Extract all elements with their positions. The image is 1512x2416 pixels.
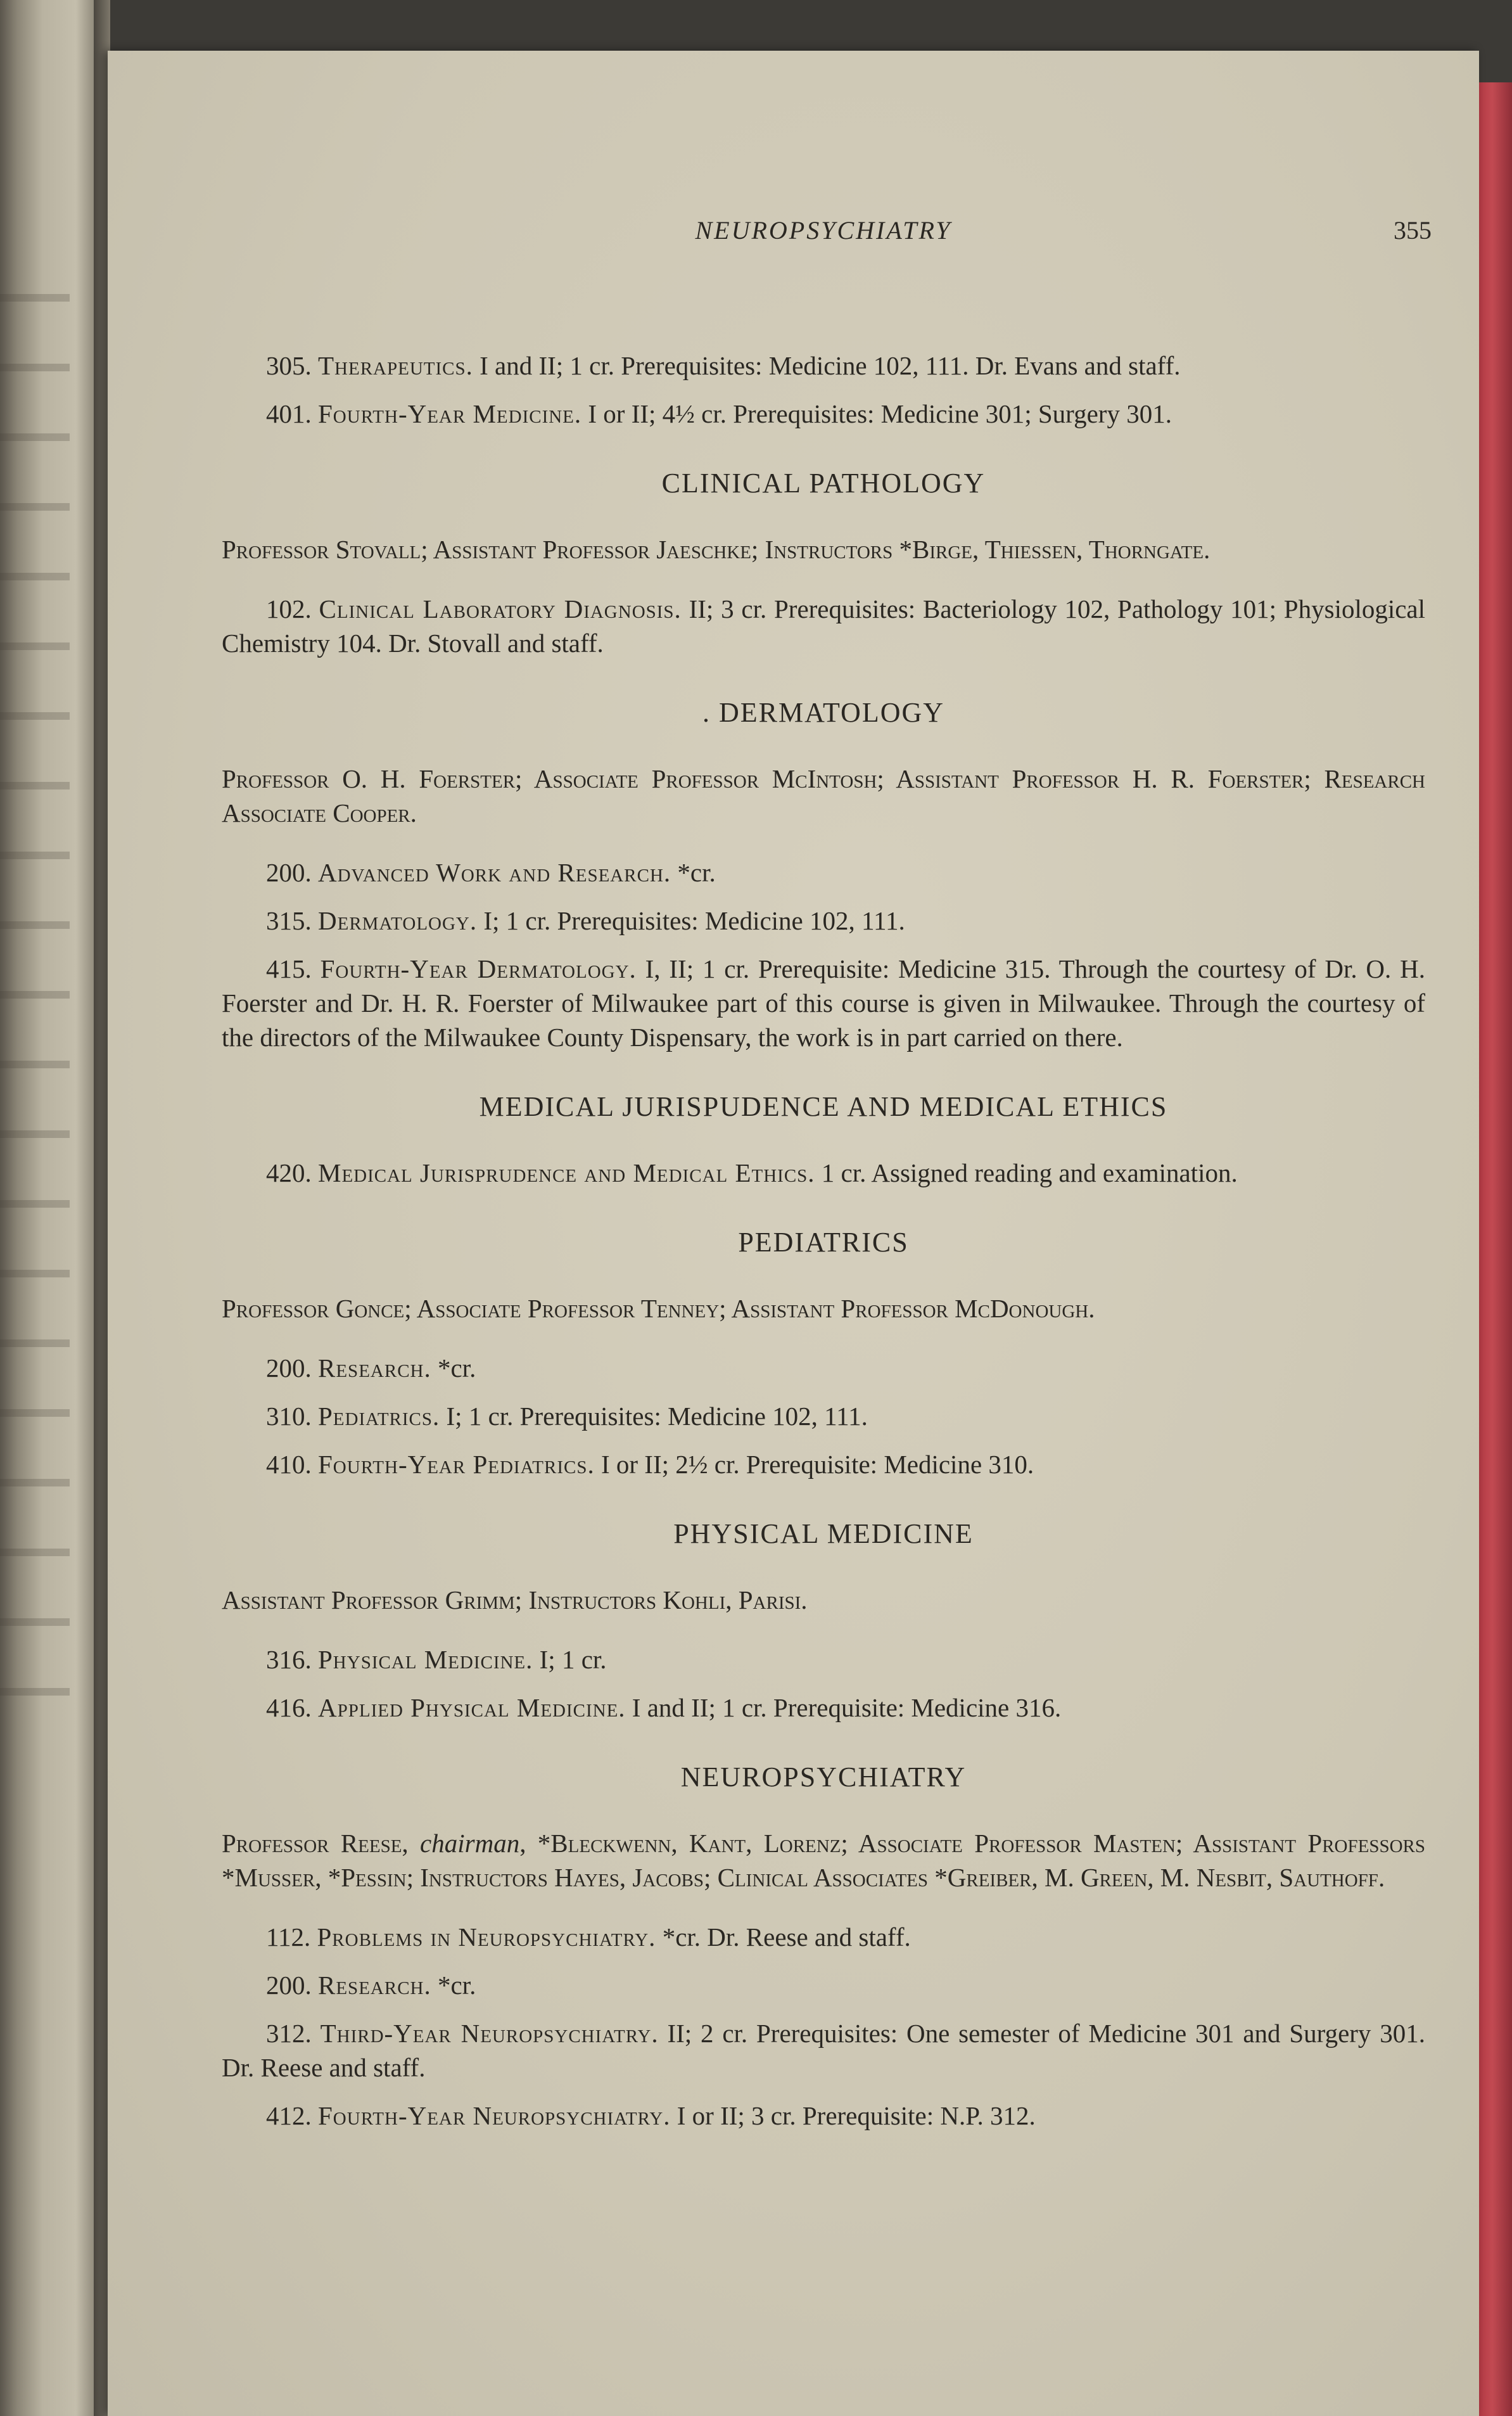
course-number: 420. [266, 1158, 312, 1187]
course-title: Fourth-Year Pediatrics. [318, 1450, 595, 1479]
section-heading-neuropsychiatry: NEUROPSYCHIATRY [680, 1761, 967, 1793]
section-heading-physical-medicine: PHYSICAL MEDICINE [673, 1518, 974, 1549]
course-entry [222, 855, 1425, 890]
running-head-title: NEUROPSYCHIATRY [695, 216, 952, 245]
course-description: I; 1 cr. [539, 1645, 607, 1674]
book-page [108, 51, 1479, 2416]
course-description: I or II; 2½ cr. Prerequisite: Medicine 310. [601, 1450, 1034, 1479]
page-edge-red [1479, 82, 1512, 2416]
course-title: Dermatology. [318, 906, 478, 935]
course-entry [222, 1447, 1425, 1481]
course-description: II; 2 cr. Prerequisites: One semester of Medicine 301 and Surgery 301. Dr. Reese and staff. [222, 2019, 1426, 2082]
course-entry [222, 904, 1425, 938]
section-heading-pediatrics: PEDIATRICS [738, 1227, 909, 1258]
course-entry [222, 2016, 1425, 2085]
course-entry [222, 952, 1425, 1054]
section-heading-clinical-pathology: CLINICAL PATHOLOGY [661, 468, 986, 499]
course-number: 401. [266, 399, 312, 428]
course-entry [222, 348, 1425, 383]
course-number: 200. [266, 1971, 312, 2000]
course-number: 316. [266, 1645, 312, 1674]
faculty-chairman-label: chairman [420, 1829, 520, 1858]
page-number: 355 [1394, 216, 1432, 245]
course-entry [222, 1920, 1425, 1954]
faculty-list: Professor Gonce; Associate Professor Tenney; Assistant Professor McDonough. [222, 1294, 1095, 1323]
course-entry [222, 1968, 1425, 2002]
faculty-list: Professor Stovall; Assistant Professor Jaeschke; Instructors *Birge, Thiessen, Thorngate. [222, 535, 1210, 564]
course-description: 1 cr. Assigned reading and examination. [821, 1158, 1238, 1187]
course-title: Third-Year Neuropsychiatry. [320, 2019, 659, 2048]
course-entry [222, 1156, 1425, 1190]
course-description: I or II; 3 cr. Prerequisite: N.P. 312. [677, 2101, 1036, 2130]
faculty-list: Professor O. H. Foerster; Associate Professor McIntosh; Assistant Professor H. R. Foerster; Research Associate Cooper. [222, 764, 1425, 828]
faculty-text: Professor Reese, [222, 1829, 421, 1858]
course-number: 112. [266, 1922, 311, 1952]
faculty-list: Assistant Professor Grimm; Instructors Kohli, Parisi. [222, 1585, 808, 1614]
course-description: I, II; 1 cr. Prerequisite: Medicine 315. Through the courtesy of Dr. O. H. Foerster and Dr. H. R. Foerster of Milwaukee part of this course is given in Milwaukee. Through the courtesy of the directors of the Milwaukee County Dispensary, the work is in part carried on there. [222, 954, 1426, 1052]
course-number: 310. [266, 1402, 312, 1431]
course-entry [222, 1642, 1425, 1677]
course-number: 312. [266, 2019, 312, 2048]
course-title: Therapeutics. [318, 351, 473, 380]
course-title: Clinical Laboratory Diagnosis. [319, 594, 682, 623]
course-entry [222, 1351, 1425, 1385]
course-entry [222, 1691, 1425, 1725]
course-title: Fourth-Year Neuropsychiatry. [318, 2101, 671, 2130]
course-title: Research. [318, 1353, 431, 1383]
course-title: Advanced Work and Research. [318, 858, 671, 887]
course-title: Applied Physical Medicine. [318, 1693, 626, 1722]
course-number: 102. [266, 594, 312, 623]
course-number: 305. [266, 351, 312, 380]
course-description: I and II; 1 cr. Prerequisites: Medicine 102, 111. Dr. Evans and staff. [480, 351, 1181, 380]
running-head [222, 215, 1432, 266]
course-title: Medical Jurisprudence and Medical Ethics. [318, 1158, 815, 1187]
course-description: I; 1 cr. Prerequisites: Medicine 102, 111. [483, 906, 905, 935]
section-heading-dermatology: . DERMATOLOGY [702, 697, 945, 728]
course-description: *cr. [677, 858, 716, 887]
course-entry [222, 592, 1425, 660]
previous-page-text-bleed [0, 266, 70, 1723]
course-title: Problems in Neuropsychiatry. [317, 1922, 656, 1952]
course-number: 315. [266, 906, 312, 935]
course-description: I; 1 cr. Prerequisites: Medicine 102, 111. [446, 1402, 868, 1431]
course-number: 412. [266, 2101, 312, 2130]
course-title: Pediatrics. [318, 1402, 440, 1431]
course-description: I or II; 4½ cr. Prerequisites: Medicine 301; Surgery 301. [588, 399, 1172, 428]
course-number: 415. [266, 954, 312, 983]
course-number: 410. [266, 1450, 312, 1479]
course-entry [222, 2099, 1425, 2133]
course-description: *cr. Dr. Reese and staff. [662, 1922, 911, 1952]
previous-page-edge [0, 0, 95, 2416]
course-title: Research. [318, 1971, 431, 2000]
course-description: II; 3 cr. Prerequisites: Bacteriology 102, Pathology 101; Physiological Chemistry 104. Dr. Stovall and staff. [222, 594, 1426, 658]
course-title: Physical Medicine. [318, 1645, 533, 1674]
faculty-list [222, 1826, 1425, 1895]
course-number: 200. [266, 858, 312, 887]
course-entry [222, 397, 1425, 431]
course-title: Fourth-Year Medicine. [318, 399, 582, 428]
course-description: *cr. [437, 1971, 476, 2000]
course-title: Fourth-Year Dermatology. [320, 954, 637, 983]
course-number: 416. [266, 1693, 312, 1722]
course-description: I and II; 1 cr. Prerequisite: Medicine 316. [632, 1693, 1062, 1722]
course-entry [222, 1399, 1425, 1433]
body-text [222, 348, 1425, 2147]
course-number: 200. [266, 1353, 312, 1383]
faculty-text: , *Bleckwenn, Kant, Lorenz; Associate Professor Masten; Assistant Professors *Musser, *Pessin; Instructors Hayes, Jacobs; Clinical Associates *Greiber, M. Green, M. Nesbit, Sauthoff. [222, 1829, 1425, 1892]
section-heading-medical-jurisprudence: MEDICAL JURISPUDENCE AND MEDICAL ETHICS [479, 1091, 1168, 1122]
course-description: *cr. [437, 1353, 476, 1383]
